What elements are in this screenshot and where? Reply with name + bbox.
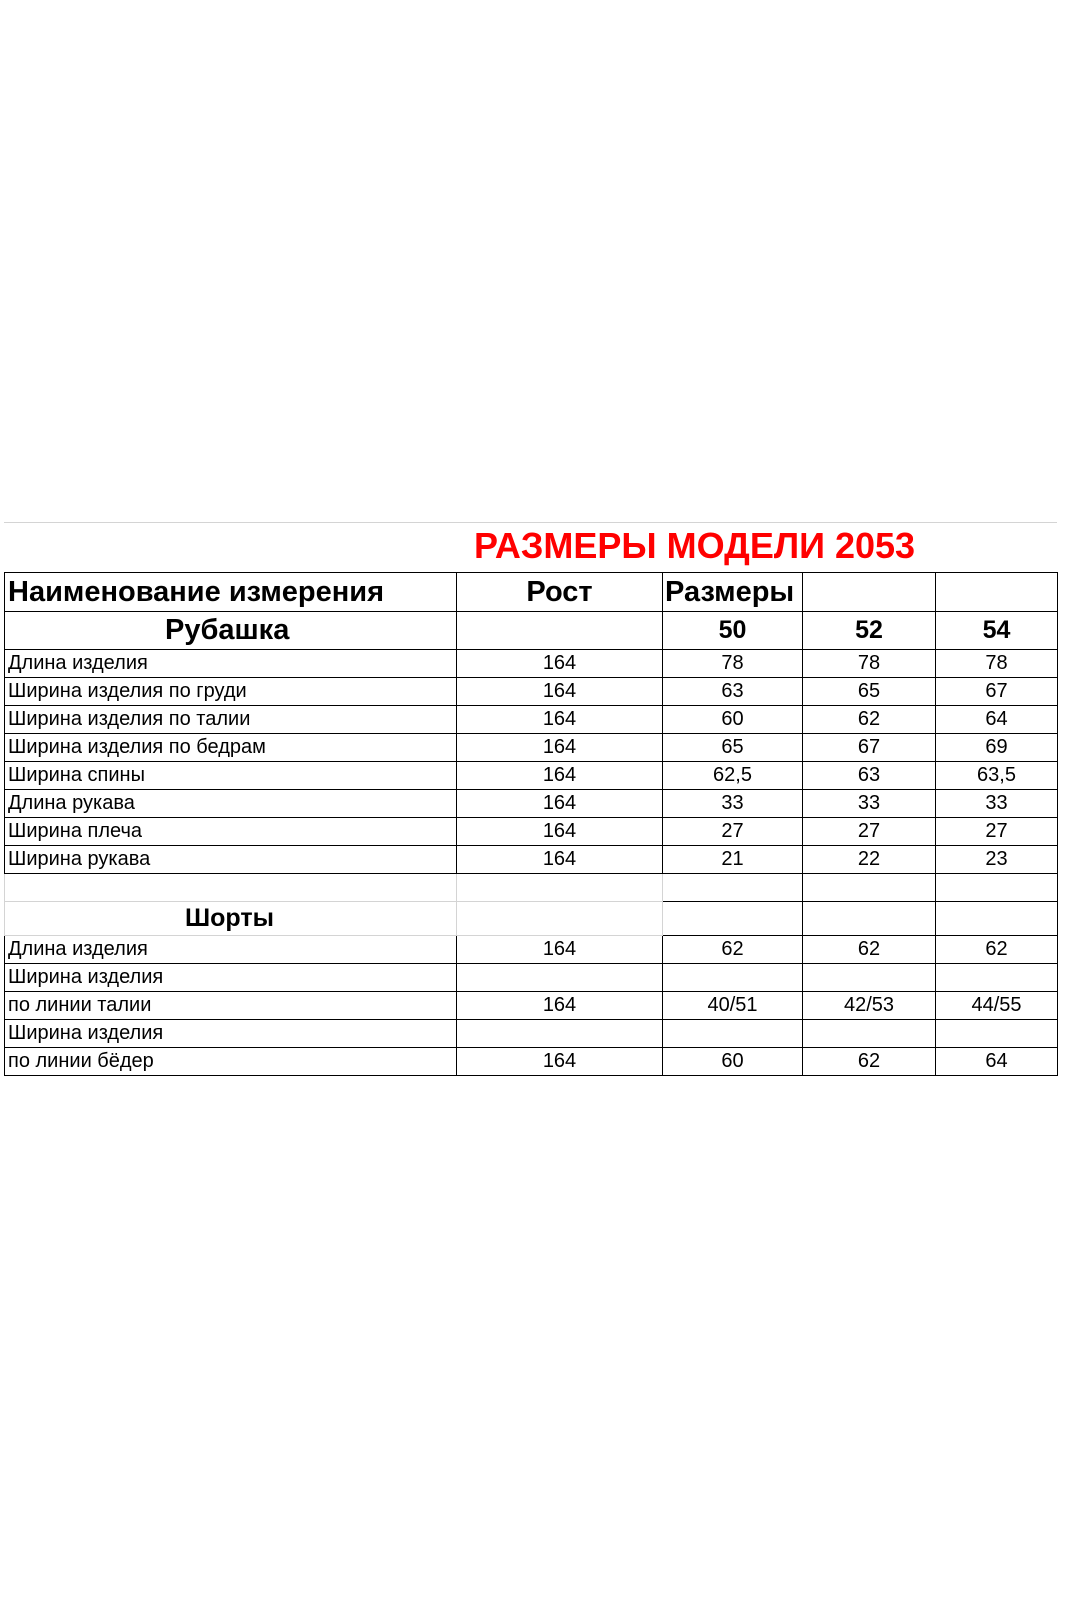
row-name: Длина рукава <box>5 790 457 818</box>
table-row <box>5 964 1058 992</box>
row-height: 164 <box>457 936 663 964</box>
shirt-section-row <box>5 612 1058 650</box>
header-empty-1 <box>803 573 936 612</box>
row-height <box>457 1020 663 1048</box>
row-value: 33 <box>803 790 936 818</box>
shorts-empty <box>663 902 803 936</box>
row-value <box>803 964 936 992</box>
row-name: по линии бёдер <box>5 1048 457 1076</box>
row-value: 27 <box>663 818 803 846</box>
row-value: 23 <box>936 846 1058 874</box>
table-row <box>5 1048 1058 1076</box>
size-table <box>4 572 1058 1076</box>
row-value: 42/53 <box>803 992 936 1020</box>
row-value: 60 <box>663 1048 803 1076</box>
row-value: 67 <box>936 678 1058 706</box>
row-name: Ширина спины <box>5 762 457 790</box>
row-value: 62,5 <box>663 762 803 790</box>
row-value: 62 <box>936 936 1058 964</box>
spacer-cell <box>5 874 457 902</box>
table-row <box>5 992 1058 1020</box>
table-row <box>5 936 1058 964</box>
row-height: 164 <box>457 762 663 790</box>
table-row <box>5 790 1058 818</box>
row-value: 62 <box>663 936 803 964</box>
header-row <box>5 573 1058 612</box>
row-value: 63,5 <box>936 762 1058 790</box>
row-value: 78 <box>936 650 1058 678</box>
row-height <box>457 964 663 992</box>
size-50: 50 <box>663 612 803 650</box>
row-name: Ширина изделия по бедрам <box>5 734 457 762</box>
row-value: 63 <box>663 678 803 706</box>
table-row <box>5 706 1058 734</box>
row-name: по линии талии <box>5 992 457 1020</box>
row-height: 164 <box>457 706 663 734</box>
spacer-row <box>5 874 1058 902</box>
header-sizes: Размеры <box>663 573 803 612</box>
chart-title: РАЗМЕРЫ МОДЕЛИ 2053 <box>474 525 916 566</box>
table-row <box>5 762 1058 790</box>
shorts-section-title: Шорты <box>5 902 457 936</box>
table-row <box>5 678 1058 706</box>
header-name: Наименование измерения <box>5 573 457 612</box>
shorts-section-row <box>5 902 1058 936</box>
row-value: 65 <box>803 678 936 706</box>
row-value: 69 <box>936 734 1058 762</box>
row-name: Ширина изделия <box>5 1020 457 1048</box>
row-height: 164 <box>457 790 663 818</box>
row-value: 33 <box>936 790 1058 818</box>
row-value <box>936 1020 1058 1048</box>
row-value <box>663 964 803 992</box>
row-name: Длина изделия <box>5 650 457 678</box>
row-height: 164 <box>457 734 663 762</box>
row-value: 62 <box>803 936 936 964</box>
header-height: Рост <box>457 573 663 612</box>
row-value: 33 <box>663 790 803 818</box>
row-name: Ширина изделия <box>5 964 457 992</box>
shirt-section-title: Рубашка <box>5 612 457 650</box>
shorts-empty <box>936 902 1058 936</box>
row-value <box>936 964 1058 992</box>
row-value: 62 <box>803 706 936 734</box>
shirt-height-empty <box>457 612 663 650</box>
row-value: 44/55 <box>936 992 1058 1020</box>
table-row <box>5 818 1058 846</box>
row-value: 64 <box>936 1048 1058 1076</box>
table-row <box>5 846 1058 874</box>
row-value: 64 <box>936 706 1058 734</box>
row-value: 62 <box>803 1048 936 1076</box>
shorts-height-empty <box>457 902 663 936</box>
row-value: 78 <box>803 650 936 678</box>
spacer-cell <box>936 874 1058 902</box>
table-row <box>5 1020 1058 1048</box>
row-value: 40/51 <box>663 992 803 1020</box>
row-value: 63 <box>803 762 936 790</box>
row-name: Ширина рукава <box>5 846 457 874</box>
row-height: 164 <box>457 1048 663 1076</box>
row-value <box>663 1020 803 1048</box>
row-value: 65 <box>663 734 803 762</box>
spacer-cell <box>457 874 663 902</box>
row-height: 164 <box>457 650 663 678</box>
row-name: Ширина изделия по груди <box>5 678 457 706</box>
size-54: 54 <box>936 612 1058 650</box>
shorts-empty <box>803 902 936 936</box>
row-height: 164 <box>457 678 663 706</box>
row-value: 21 <box>663 846 803 874</box>
spacer-cell <box>803 874 936 902</box>
row-height: 164 <box>457 846 663 874</box>
row-value: 27 <box>936 818 1058 846</box>
row-value: 22 <box>803 846 936 874</box>
row-value: 78 <box>663 650 803 678</box>
table-row <box>5 650 1058 678</box>
row-value: 60 <box>663 706 803 734</box>
row-value <box>803 1020 936 1048</box>
size-52: 52 <box>803 612 936 650</box>
header-empty-2 <box>936 573 1058 612</box>
row-name: Ширина изделия по талии <box>5 706 457 734</box>
row-height: 164 <box>457 818 663 846</box>
spacer-cell <box>663 874 803 902</box>
row-name: Ширина плеча <box>5 818 457 846</box>
table-row <box>5 734 1058 762</box>
row-value: 67 <box>803 734 936 762</box>
row-name: Длина изделия <box>5 936 457 964</box>
row-height: 164 <box>457 992 663 1020</box>
row-value: 27 <box>803 818 936 846</box>
